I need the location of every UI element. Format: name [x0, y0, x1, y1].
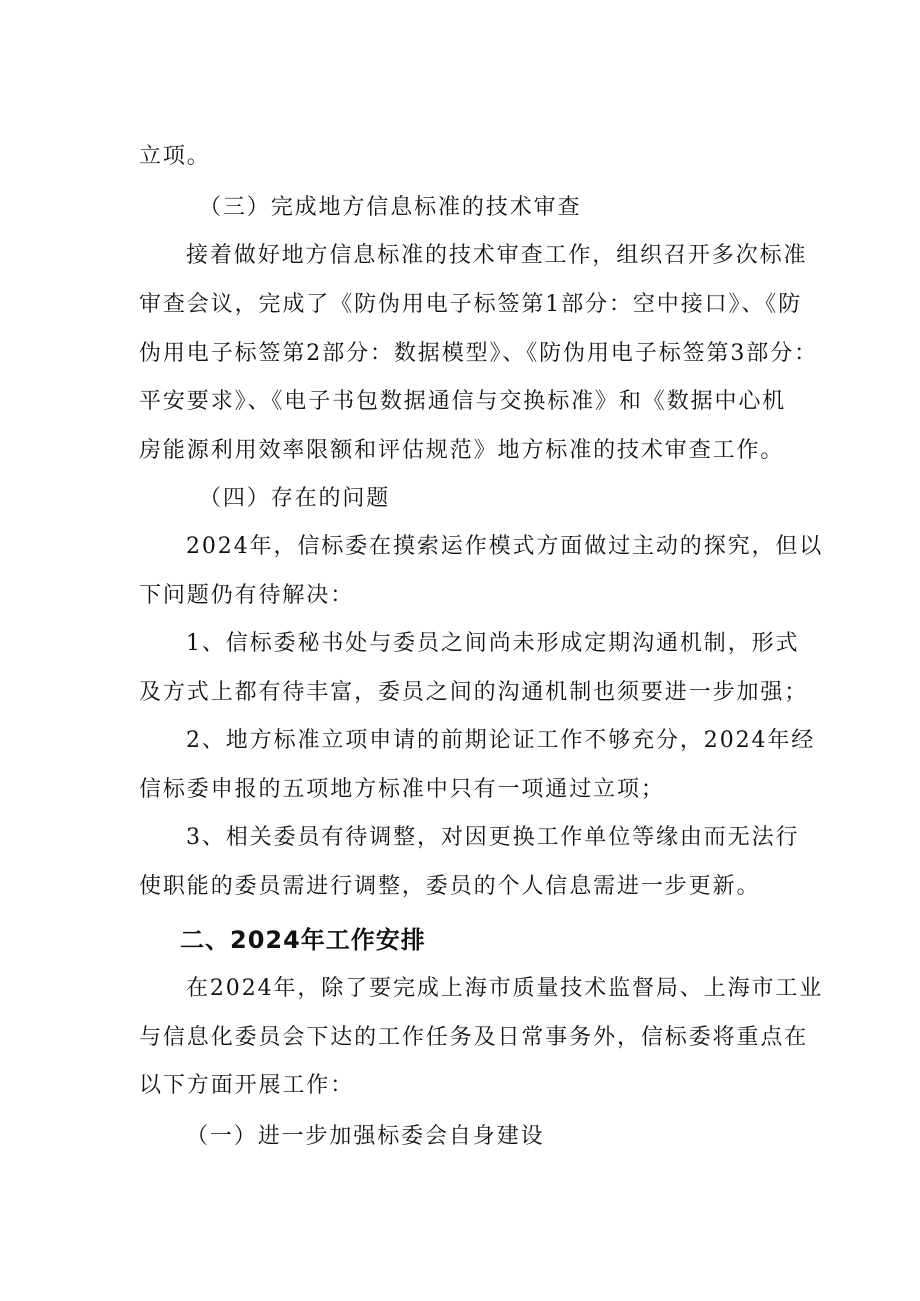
subsection-heading: （四）存在的问题 — [199, 486, 391, 511]
paragraph-line: 与信息化委员会下达的工作任务及日常事务外，信标委将重点在 — [139, 1025, 809, 1050]
section-heading: 二、2024年工作安排 — [180, 926, 426, 954]
paragraph-line: 平安要求》、《电子书包数据通信与交换标准》和《数据中心机 — [139, 389, 787, 414]
paragraph-line: 2024年，信标委在摸索运作模式方面做过主动的探究，但以 — [186, 534, 824, 559]
paragraph-line: 接着做好地方信息标准的技术审查工作，组织召开多次标准 — [186, 243, 808, 268]
paragraph-line: 立项。 — [139, 144, 211, 169]
paragraph-line: 及方式上都有待丰富，委员之间的沟通机制也须要进一步加强； — [139, 680, 809, 705]
paragraph-line: 在2024年，除了要完成上海市质量技术监督局、上海市工业 — [186, 976, 824, 1001]
subsection-heading: （一）进一步加强标委会自身建设 — [186, 1124, 545, 1149]
paragraph-line: 审查会议，完成了《防伪用电子标签第1部分：空中接口》、《防 — [139, 292, 803, 317]
paragraph-line: 3、相关委员有待调整，对因更换工作单位等缘由而无法行 — [186, 825, 800, 850]
paragraph-line: 2、地方标准立项申请的前期论证工作不够充分，2024年经 — [186, 728, 816, 753]
paragraph-line: 1、信标委秘书处与委员之间尚未形成定期沟通机制，形式 — [186, 631, 800, 656]
paragraph-line: 信标委申报的五项地方标准中只有一项通过立项； — [139, 777, 665, 802]
paragraph-line: 使职能的委员需进行调整，委员的个人信息需进一步更新。 — [139, 874, 761, 899]
paragraph-line: 以下方面开展工作： — [139, 1073, 355, 1098]
paragraph-line: 下问题仍有待解决： — [139, 583, 355, 608]
paragraph-line: 房能源利用效率限额和评估规范》地方标准的技术审查工作。 — [139, 438, 785, 463]
paragraph-line: 伪用电子标签第2部分：数据模型》、《防伪用电子标签第3部分： — [139, 341, 818, 366]
subsection-heading: （三）完成地方信息标准的技术审查 — [199, 195, 582, 220]
